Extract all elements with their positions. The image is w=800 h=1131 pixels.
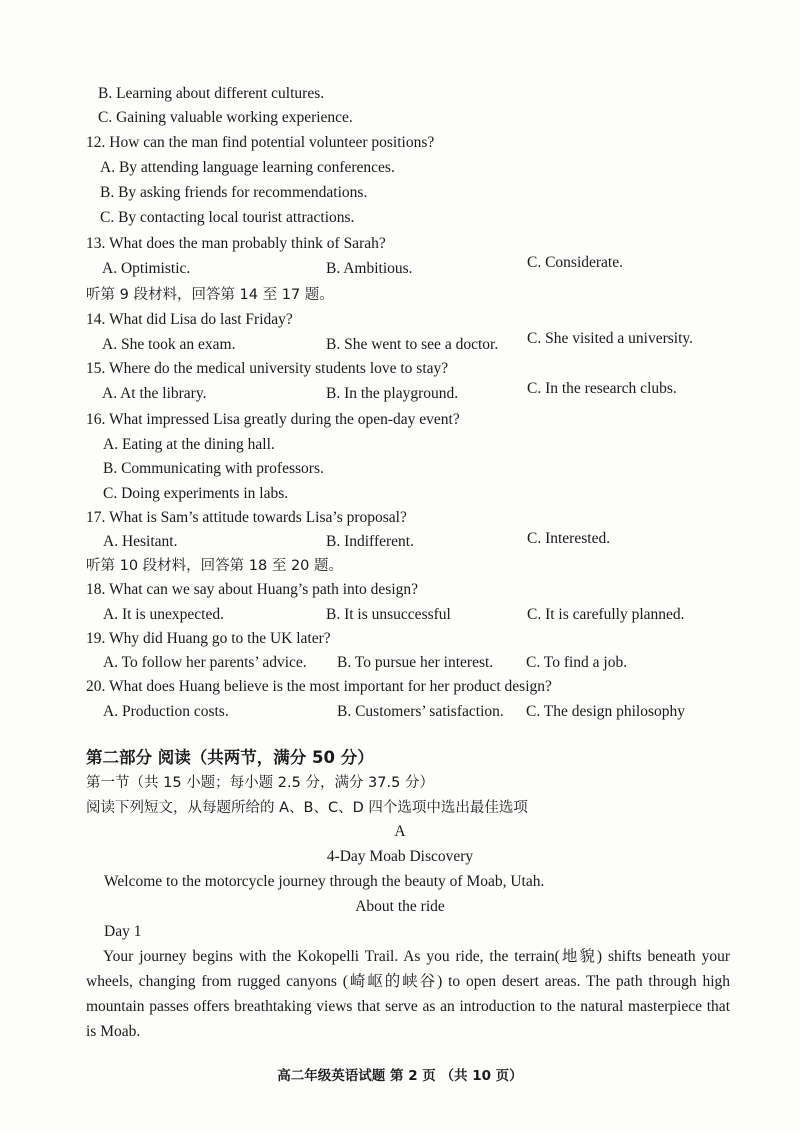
q15-options: [0, 380, 800, 404]
q19-options: [0, 653, 800, 673]
q20-option-c: C. The design philosophy: [526, 703, 686, 720]
part-2-section-1: 第一节（共 15 小题；每小题 2.5 分，满分 37.5 分）: [86, 775, 434, 791]
q19-option-a: A. To follow her parents’ advice.: [103, 654, 307, 671]
q17-option-b: B. Indifferent.: [326, 533, 414, 550]
q19-stem: 19. Why did Huang go to the UK later?: [86, 630, 331, 647]
q17-option-c: C. Interested.: [527, 530, 611, 547]
q14-option-b: B. She went to see a doctor.: [326, 336, 499, 353]
q15-stem: 15. Where do the medical university students love to stay?: [86, 360, 449, 377]
q20-option-a: A. Production costs.: [103, 703, 229, 720]
q17-options: [0, 532, 800, 552]
q18-option-a: A. It is unexpected.: [103, 606, 224, 623]
q16-option-b: B. Communicating with professors.: [103, 460, 324, 477]
q19-option-c: C. To find a job.: [526, 654, 628, 671]
q13-option-c: C. Considerate.: [527, 254, 623, 271]
q12-option-a: A. By attending language learning conferences.: [100, 159, 395, 176]
q12-stem: 12. How can the man find potential volunteer positions?: [86, 134, 435, 151]
q18-option-b: B. It is unsuccessful: [326, 606, 451, 623]
passage-paragraph: [86, 944, 730, 1044]
q12-option-b: B. By asking friends for recommendations.: [100, 184, 368, 201]
q16-option-c: C. Doing experiments in labs.: [103, 485, 289, 502]
q13-option-b: B. Ambitious.: [326, 260, 413, 277]
q20-option-b: B. Customers’ satisfaction.: [337, 703, 504, 720]
q16-stem: 16. What impressed Lisa greatly during the open-day event?: [86, 411, 460, 428]
q12-option-c: C. By contacting local tourist attractions.: [100, 209, 355, 226]
q14-option-c: C. She visited a university.: [527, 330, 694, 347]
passage-subtitle: About the ride: [355, 898, 445, 915]
q15-option-c: C. In the research clubs.: [527, 380, 677, 397]
q11-option-b: B. Learning about different cultures.: [98, 85, 325, 102]
q13-stem: 13. What does the man probably think of Sarah?: [86, 235, 386, 252]
q15-option-b: B. In the playground.: [326, 385, 459, 402]
passage-title: 4-Day Moab Discovery: [326, 848, 474, 865]
q17-option-a: A. Hesitant.: [103, 533, 178, 550]
q18-options: [0, 605, 800, 625]
passage-paragraph-text: Your journey begins with the Kokopelli Trail. As you ride, the terrain(地貌) shifts beneath your wheels, changing from rugged canyons (崎岖的峡谷) to open desert areas. The path through high mountain passes offers breathtaking views that serve as an introduction to the natural masterpiece that is Moab.: [86, 948, 730, 1040]
passage-letter: A: [394, 823, 406, 840]
reading-instruction: 阅读下列短文，从每题所给的 A、B、C、D 四个选项中选出最佳选项: [86, 800, 528, 816]
q14-options: [0, 330, 800, 355]
q19-option-b: B. To pursue her interest.: [337, 654, 494, 671]
passage-day-label: Day 1: [104, 923, 142, 940]
page-footer: 高二年级英语试题 第 2 页 （共 10 页）: [277, 1068, 523, 1084]
section-9-heading: 听第 9 段材料，回答第 14 至 17 题。: [86, 287, 334, 303]
q15-option-a: A. At the library.: [102, 385, 207, 402]
section-10-heading: 听第 10 段材料，回答第 18 至 20 题。: [86, 558, 344, 574]
q17-stem: 17. What is Sam’s attitude towards Lisa’s proposal?: [86, 509, 407, 526]
q18-stem: 18. What can we say about Huang’s path into design?: [86, 581, 419, 598]
q16-option-a: A. Eating at the dining hall.: [103, 436, 275, 453]
q18-option-c: C. It is carefully planned.: [527, 606, 685, 623]
q14-stem: 14. What did Lisa do last Friday?: [86, 311, 293, 328]
q20-options: [0, 702, 800, 722]
q13-option-a: A. Optimistic.: [102, 260, 191, 277]
q13-options: [0, 254, 800, 279]
q14-option-a: A. She took an exam.: [102, 336, 236, 353]
passage-welcome: Welcome to the motorcycle journey through the beauty of Moab, Utah.: [104, 873, 545, 890]
part-2-title: 第二部分 阅读（共两节，满分 50 分）: [86, 748, 374, 767]
q20-stem: 20. What does Huang believe is the most important for her product design?: [86, 678, 552, 695]
q11-option-c: C. Gaining valuable working experience.: [98, 109, 353, 126]
